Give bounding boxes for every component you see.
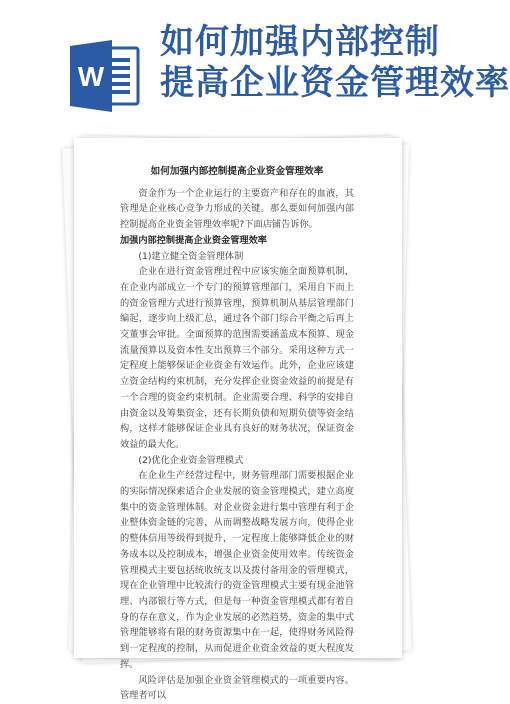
section1-paragraph: 企业在进行资金管理过程中应该实施全面预算机制，在企业内部成立一个专门的预算管理部门，采用自下而上的资金管理方式进行预算管理，预算机制从基层管理部门编起，逐步向上级汇总，通过各个部门综合平衡之后再上交董事会审批。全面预算的范围需要涵盖成本预算、现金流量预算以及资本性支出预算三个部分。采用这种方式一定程度上能够保证企业资金有效运作。此外，企业应该建立资金结构约束机制，充分发挥企业资金效益的前提是有一个合理的资金约束机制。企业需要合理、科学的安排自由资金以及筹集资金，还有长期负债和短期负债等资金结构，这样才能够保证企业具有良好的财务状况，保证资金效益的最大化。 bbox=[120, 266, 354, 450]
banner-title-line1: 如何加强内部控制 bbox=[160, 22, 440, 62]
word-icon bbox=[66, 36, 146, 116]
document-body bbox=[120, 164, 354, 704]
section2-title: (2)优化企业资金管理模式 bbox=[138, 454, 244, 466]
document-page bbox=[74, 138, 402, 702]
intro-paragraph: 资金作为一个企业运行的主要资产和存在的血液，其管理是企业核心竞争力形成的关键。那么要如何加强内部控制提高企业资金管理效率呢?下面店铺告诉你。 bbox=[120, 187, 354, 231]
banner-title bbox=[160, 22, 510, 104]
section1-title: (1)建立健全资金管理体制 bbox=[138, 250, 244, 262]
section3-partial-paragraph: 风险评估是加强企业资金管理模式的一项重要内容。管理者可以 bbox=[120, 674, 354, 702]
section-heading: 加强内部控制提高企业资金管理效率 bbox=[120, 234, 267, 246]
document-title: 如何加强内部控制提高企业资金管理效率 bbox=[150, 166, 324, 177]
section2-paragraph: 在企业生产经营过程中，财务管理部门需要根据企业的实际情况探索适合企业发展的资金管理模式，建立高度集中的资金管理体制。对企业资金进行集中管理有利于企业整体资金链的完善，从而调整战略发展方向，使得企业的整体信用等级得到提升，一定程度上能够降低企业的财务成本以及控制成本，增强企业资金使用效率。传统资金管理模式主要包括统收统支以及拨付备用金的管理模式，现在企业管理中比较流行的资金管理模式主要有现金池管理、内部银行等方式，但是每一种资金管理模式都有着自身的存在意义，作为企业发展的必然趋势，资金的集中式管理能够将有限的财务资源集中在一起，使得财务风险得到一定程度的控制，从而促进企业资金效益的更大程度发挥。 bbox=[120, 470, 354, 670]
svg-text:W: W bbox=[77, 61, 105, 92]
banner-title-line2: 提高企业资金管理效率 bbox=[160, 63, 510, 103]
